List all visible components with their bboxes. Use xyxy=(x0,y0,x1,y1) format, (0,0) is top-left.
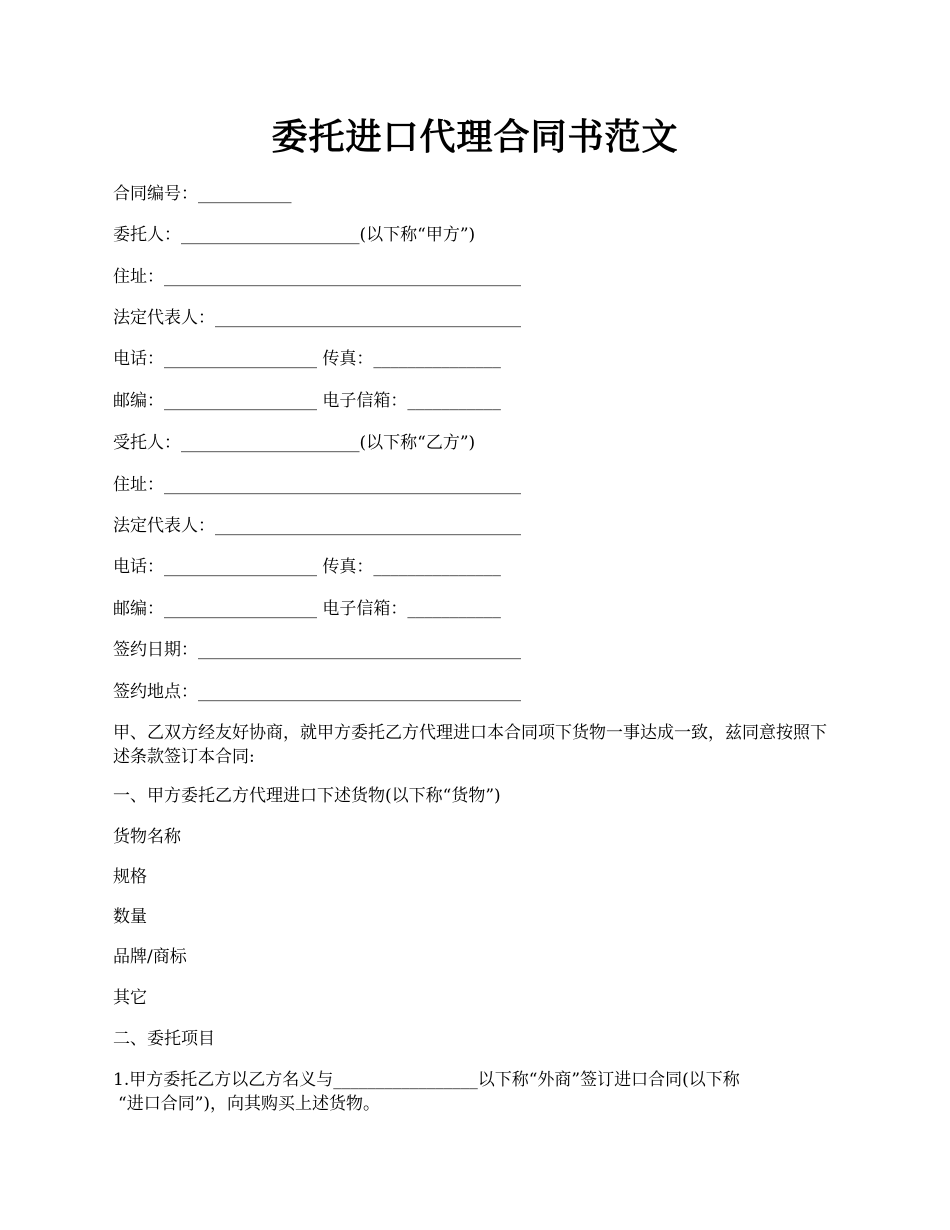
section-2-heading: 二、委托项目 xyxy=(113,1029,215,1049)
intro-paragraph: 甲、乙双方经友好协商，就甲方委托乙方代理进口本合同项下货物一事达成一致，兹同意按照下述条款签订本合同: xyxy=(113,723,827,767)
clause-1-paragraph xyxy=(113,1068,843,1116)
contract-number-line: 合同编号：___________ xyxy=(113,184,292,204)
document-title: 委托进口代理合同书范文 xyxy=(271,116,679,158)
party-a-address-line: 住址：__________________________________________ xyxy=(113,267,521,287)
goods-field-quantity: 数量 xyxy=(113,907,147,927)
signing-place-line: 签约地点：______________________________________ xyxy=(113,682,521,702)
clause-1-line-2: “进口合同”)，向其购买上述货物。 xyxy=(118,1094,381,1114)
party-b-phone-fax-line: 电话：__________________ 传真：_______________ xyxy=(113,557,501,577)
goods-field-brand: 品牌/商标 xyxy=(113,947,187,967)
party-b-address-line: 住址：__________________________________________ xyxy=(113,475,521,495)
goods-field-spec: 规格 xyxy=(113,867,147,887)
party-b-legal-rep-line: 法定代表人：____________________________________ xyxy=(113,516,521,536)
section-1-heading: 一、甲方委托乙方代理进口下述货物(以下称“货物”) xyxy=(113,786,501,806)
party-b-postcode-email-line: 邮编：__________________ 电子信箱：___________ xyxy=(113,599,501,619)
goods-field-name: 货物名称 xyxy=(113,827,181,847)
party-a-legal-rep-line: 法定代表人：____________________________________ xyxy=(113,308,521,328)
party-b-name-line: 受托人：_____________________(以下称“乙方”) xyxy=(113,433,476,453)
party-a-name-line: 委托人：_____________________(以下称“甲方”) xyxy=(113,225,476,245)
signing-date-line: 签约日期：______________________________________ xyxy=(113,640,521,660)
party-a-phone-fax-line: 电话：__________________ 传真：_______________ xyxy=(113,349,501,369)
clause-1-line-1: 1.甲方委托乙方以乙方名义与_________________以下称“外商”签订进口合同(以下称 xyxy=(113,1070,740,1090)
party-a-postcode-email-line: 邮编：__________________ 电子信箱：___________ xyxy=(113,391,501,411)
goods-field-other: 其它 xyxy=(113,988,147,1008)
